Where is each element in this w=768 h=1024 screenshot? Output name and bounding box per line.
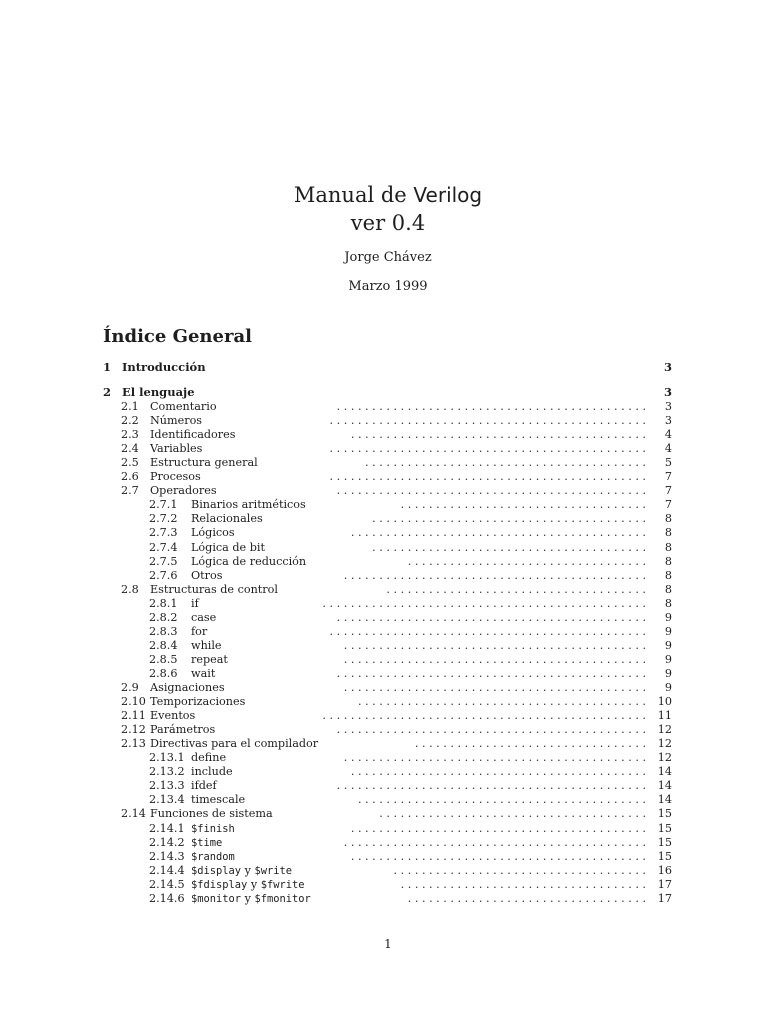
- toc-entry-title: if: [191, 596, 199, 610]
- toc-entry-number: 2.8.4: [149, 638, 178, 652]
- toc-entry-title-part: $finish: [191, 822, 235, 835]
- toc-entry-page: 9: [664, 652, 672, 666]
- toc-entry-number: 2.8.6: [149, 666, 178, 680]
- toc-entry[interactable]: [103, 836, 672, 850]
- toc-entry-page: 14: [657, 793, 672, 807]
- toc-entry[interactable]: [103, 751, 672, 765]
- toc-entry-number: 2.12: [121, 723, 146, 737]
- toc-entry-number: 2.14.4: [149, 863, 185, 877]
- toc-entry-number: 2.8.1: [149, 596, 178, 610]
- toc-entry-number: 2.13: [121, 737, 146, 751]
- toc-entry-number: 2.14.6: [149, 891, 185, 905]
- toc-entry-title: Lógica de reducción: [191, 554, 307, 568]
- toc-entry-title: [191, 892, 311, 906]
- dot-leader: . . . . . . . . . . . . . . . . . . . . . . . . . . . . . . . . . . . . . . . . .: [357, 695, 646, 709]
- toc-entry-title: while: [191, 638, 222, 652]
- toc-entry-number: 2.7.2: [149, 512, 178, 526]
- toc-entry[interactable]: [103, 695, 672, 709]
- toc-entry[interactable]: [103, 625, 672, 639]
- toc-entry-title: El lenguaje: [122, 385, 195, 399]
- toc-entry-title: Operadores: [150, 484, 217, 498]
- toc-entry-title: Comentario: [150, 400, 217, 413]
- toc-chapter[interactable]: [103, 385, 672, 399]
- toc-entry-page: 3: [664, 414, 672, 428]
- toc-entry[interactable]: [103, 484, 672, 498]
- dot-leader: . . . . . . . . . . . . . . . . . . . . . . . . . . . . . . . . . . . . . . . . . . . .: [336, 484, 646, 498]
- toc-entry[interactable]: [103, 822, 672, 836]
- toc-entry-page: 11: [657, 709, 672, 723]
- dot-leader: . . . . . . . . . . . . . . . . . . . . . . . . . . . . . . . . . . . . . . . .: [365, 456, 646, 470]
- toc-entry-page: 8: [664, 526, 672, 540]
- toc-entry-page: 15: [657, 821, 672, 835]
- toc-entry-page: 4: [664, 442, 672, 456]
- dot-leader: . . . . . . . . . . . . . . . . . . . . . . . . . . . . . . . . . . . . . . . . . . .: [343, 681, 646, 694]
- toc-entry-page: 14: [657, 779, 672, 793]
- toc-entry-page: 7: [664, 484, 672, 498]
- toc-entry-title-part: $monitor: [191, 892, 242, 905]
- toc-entry-title-part: $fmonitor: [254, 892, 311, 905]
- toc-entry-number: 2.6: [121, 470, 139, 484]
- dot-leader: . . . . . . . . . . . . . . . . . . . . . . . . . . . . . . . . .: [414, 737, 646, 751]
- toc-entry-number: 2.9: [121, 681, 139, 694]
- toc-entry-title: repeat: [191, 652, 228, 666]
- toc-entry-page: 3: [663, 385, 672, 399]
- dot-leader: . . . . . . . . . . . . . . . . . . . . . . . . . . . . . . . . . . . . . . . . . . . .: [336, 400, 646, 413]
- toc-entry-number: 2.5: [121, 456, 139, 470]
- dot-leader: . . . . . . . . . . . . . . . . . . . . . . . . . . . . . . . . . . . . .: [386, 582, 646, 596]
- document-date: Marzo 1999: [348, 279, 428, 294]
- toc-entry-title: Variables: [150, 442, 203, 456]
- toc-entry-page: 16: [657, 863, 672, 877]
- toc-entry-title: Asignaciones: [150, 681, 225, 694]
- toc-entry-number: 2.4: [121, 442, 139, 456]
- toc-entry[interactable]: [103, 779, 672, 793]
- toc-entry-page: 4: [664, 428, 672, 442]
- toc-entry[interactable]: [103, 807, 672, 821]
- toc-entry-title-part: $fdisplay: [191, 878, 248, 891]
- toc-entry[interactable]: [103, 709, 672, 723]
- toc-entry-title: Introducción: [122, 360, 206, 374]
- toc-entry-page: 9: [664, 638, 672, 652]
- toc-entry-title: Parámetros: [150, 723, 216, 737]
- toc-entry-number: 2.7.3: [149, 526, 178, 540]
- toc-entry-title: [191, 836, 222, 850]
- toc-entry-page: 8: [664, 582, 672, 596]
- title-name: Verilog: [413, 183, 483, 207]
- dot-leader: . . . . . . . . . . . . . . . . . . . . . . . . . . . . . . . . . . . . . . . . . . . . .: [329, 442, 646, 456]
- dot-leader: . . . . . . . . . . . . . . . . . . . . . . . . . . . . . . . . . . . . . . .: [372, 540, 646, 554]
- toc-entry-page: 14: [657, 765, 672, 779]
- dot-leader: . . . . . . . . . . . . . . . . . . . . . . . . . . . . . . . . . . . . . . . . . . . .: [336, 723, 646, 737]
- toc-entry-title: [191, 864, 292, 878]
- document-author: Jorge Chávez: [344, 250, 432, 265]
- toc-entry-number: 2.13.3: [149, 779, 185, 793]
- dot-leader: . . . . . . . . . . . . . . . . . . . . . . . . . . . . . . . . . . . .: [393, 863, 646, 877]
- toc-entry-page: 8: [664, 554, 672, 568]
- toc-entry-title-part: y: [241, 863, 255, 877]
- toc-entry-title: timescale: [191, 793, 246, 807]
- toc-entry-number: 2.14.3: [149, 849, 185, 863]
- toc-entry[interactable]: [103, 400, 672, 414]
- page-number: 1: [384, 937, 392, 951]
- toc-entry-page: 3: [663, 360, 672, 374]
- dot-leader: . . . . . . . . . . . . . . . . . . . . . . . . . . . . . . . . . . . . . . . . . .: [350, 526, 646, 540]
- toc-entry-title: wait: [191, 666, 216, 680]
- toc-entry-number: 2.7: [121, 484, 139, 498]
- toc-entry-number: 2.8: [121, 582, 139, 596]
- dot-leader: . . . . . . . . . . . . . . . . . . . . . . . . . . . . . . . . . . . . . . . . . . . . . .: [322, 709, 646, 723]
- toc-entry-title: Relacionales: [191, 512, 263, 526]
- toc-entry-number: 2: [103, 385, 112, 399]
- toc-entry-title-part: y: [247, 877, 261, 891]
- dot-leader: . . . . . . . . . . . . . . . . . . . . . . . . . . . . . . . . . . . . . . . . . . .: [343, 638, 646, 652]
- toc-entry-number: 2.2: [121, 414, 139, 428]
- toc-entry[interactable]: [103, 765, 672, 779]
- dot-leader: . . . . . . . . . . . . . . . . . . . . . . . . . . . . . . . . . . . . . . . . . . . . .: [329, 414, 646, 428]
- dot-leader: . . . . . . . . . . . . . . . . . . . . . . . . . . . . . . . . . . . . . . . . . . . . .: [329, 624, 646, 638]
- toc-entry-title: Temporizaciones: [150, 695, 246, 709]
- dot-leader: . . . . . . . . . . . . . . . . . . . . . . . . . . . . . . . . . . . . . . . . . .: [350, 765, 646, 779]
- toc-entry[interactable]: [103, 414, 672, 428]
- dot-leader: . . . . . . . . . . . . . . . . . . . . . . . . . . . . . . . . . . . . . . . . . . . .: [336, 666, 646, 680]
- toc-entry[interactable]: [103, 498, 672, 512]
- toc-entry-title-part: $time: [191, 836, 223, 849]
- toc-entry-title: [191, 850, 235, 864]
- toc-entry-number: 2.7.4: [149, 540, 178, 554]
- dot-leader: . . . . . . . . . . . . . . . . . . . . . . . . . . . . . . . . . . .: [400, 877, 646, 891]
- toc-entry-page: 15: [657, 835, 672, 849]
- dot-leader: . . . . . . . . . . . . . . . . . . . . . . . . . . . . . . . . . . . . . . . . .: [357, 793, 646, 807]
- title-prefix: Manual de: [293, 183, 414, 207]
- toc-entry[interactable]: [103, 555, 672, 569]
- toc-entry[interactable]: [103, 793, 672, 807]
- toc-entry-number: 2.14: [121, 807, 146, 821]
- toc-entry[interactable]: [103, 456, 672, 470]
- toc-entry-number: 2.8.3: [149, 624, 178, 638]
- dot-leader: . . . . . . . . . . . . . . . . . . . . . . . . . . . . . . . . . . . . . . . . . . . . . .: [322, 596, 646, 610]
- toc-entry-title: Otros: [191, 568, 223, 582]
- document-title: [0, 183, 768, 207]
- document-version: ver 0.4: [350, 211, 426, 235]
- toc-entry-page: 7: [664, 498, 672, 512]
- toc-entry-page: 15: [657, 807, 672, 821]
- toc-entry[interactable]: [103, 737, 672, 751]
- dot-leader: . . . . . . . . . . . . . . . . . . . . . . . . . . . . . . . . . . . . . . . . . .: [350, 428, 646, 442]
- toc-entry-title: define: [191, 751, 227, 765]
- dot-leader: . . . . . . . . . . . . . . . . . . . . . . . . . . . . . . . . . . . . . . . . . . . .: [336, 610, 646, 624]
- toc-entry[interactable]: [103, 681, 672, 695]
- toc-entry[interactable]: [103, 878, 672, 892]
- toc-entry-title: for: [191, 624, 208, 638]
- toc-entry[interactable]: [103, 442, 672, 456]
- dot-leader: . . . . . . . . . . . . . . . . . . . . . . . . . . . . . . . . . . .: [400, 498, 646, 512]
- toc-entry-page: 9: [664, 666, 672, 680]
- toc-entry[interactable]: [103, 512, 672, 526]
- toc-entry-page: 12: [657, 737, 672, 751]
- toc-entry-title: include: [191, 765, 233, 779]
- toc-entry-page: 9: [664, 624, 672, 638]
- toc-entry-number: 2.14.1: [149, 821, 185, 835]
- toc-entry-title: [191, 878, 305, 892]
- dot-leader: . . . . . . . . . . . . . . . . . . . . . . . . . . . . . . . . . .: [407, 891, 646, 905]
- toc-heading: Índice General: [103, 326, 252, 347]
- toc-entry[interactable]: [103, 639, 672, 653]
- toc-entry-number: 2.7.6: [149, 568, 178, 582]
- toc-entry-title: Directivas para el compilador: [150, 737, 319, 751]
- toc-entry-title: Estructuras de control: [150, 582, 278, 596]
- toc-entry-page: 8: [664, 540, 672, 554]
- toc-entry-number: 2.7.5: [149, 554, 178, 568]
- toc-entry-number: 2.10: [121, 695, 146, 709]
- toc-entry-page: 8: [664, 512, 672, 526]
- toc-entry-title: case: [191, 610, 217, 624]
- toc-entry-title-part: $fwrite: [260, 878, 305, 891]
- toc-entry-number: 2.13.1: [149, 751, 185, 765]
- dot-leader: . . . . . . . . . . . . . . . . . . . . . . . . . . . . . . . . . . . . . . . . . .: [350, 849, 646, 863]
- toc-entry[interactable]: [103, 428, 672, 442]
- toc-entry[interactable]: [103, 597, 672, 611]
- dot-leader: . . . . . . . . . . . . . . . . . . . . . . . . . . . . . . . . . . . . . . . . . . .: [343, 568, 646, 582]
- toc-entry-title: [191, 822, 235, 836]
- dot-leader: . . . . . . . . . . . . . . . . . . . . . . . . . . . . . . . . . . . . . . . . . . .: [343, 751, 646, 765]
- toc-entry[interactable]: [103, 611, 672, 625]
- toc-entry-page: 15: [657, 849, 672, 863]
- toc-entry-number: 2.13.4: [149, 793, 185, 807]
- dot-leader: . . . . . . . . . . . . . . . . . . . . . . . . . . . . . . . . . . . . . . .: [372, 512, 646, 526]
- dot-leader: . . . . . . . . . . . . . . . . . . . . . . . . . . . . . . . . . .: [407, 554, 646, 568]
- toc-entry-page: 9: [664, 681, 672, 694]
- toc-entry[interactable]: [103, 583, 672, 597]
- toc-entry-title: Eventos: [150, 709, 196, 723]
- toc-entry-title: Binarios aritméticos: [191, 498, 306, 512]
- toc-entry[interactable]: [103, 653, 672, 667]
- toc-entry-page: 7: [664, 470, 672, 484]
- toc-entry-page: 10: [657, 695, 672, 709]
- toc-entry-title: Lógicos: [191, 526, 235, 540]
- toc-entry[interactable]: [103, 667, 672, 681]
- toc-entry[interactable]: [103, 541, 672, 555]
- toc-entry-number: 2.8.2: [149, 610, 178, 624]
- toc-entry[interactable]: [103, 723, 672, 737]
- toc-entry-number: 2.13.2: [149, 765, 185, 779]
- toc-entry-number: 1: [103, 360, 112, 374]
- toc-entry-page: 12: [657, 751, 672, 765]
- toc-entry-page: 5: [664, 456, 672, 470]
- toc-entry-page: 8: [664, 596, 672, 610]
- toc-entry-number: 2.3: [121, 428, 139, 442]
- toc-entry-page: 3: [664, 400, 672, 413]
- toc-chapter[interactable]: [103, 360, 672, 374]
- dot-leader: . . . . . . . . . . . . . . . . . . . . . . . . . . . . . . . . . . . . . . . . . . .: [343, 835, 646, 849]
- toc-entry[interactable]: [103, 892, 672, 906]
- toc-entry-title: Estructura general: [150, 456, 258, 470]
- dot-leader: . . . . . . . . . . . . . . . . . . . . . . . . . . . . . . . . . . . . . . . . . .: [350, 821, 646, 835]
- toc-entry[interactable]: [103, 850, 672, 864]
- dot-leader: . . . . . . . . . . . . . . . . . . . . . . . . . . . . . . . . . . . . . .: [379, 807, 646, 821]
- toc-entry-title-part: $display: [191, 864, 242, 877]
- toc-entry-title-part: $write: [254, 864, 293, 877]
- toc-entry-title: ifdef: [191, 779, 217, 793]
- toc-entry-number: 2.8.5: [149, 652, 178, 666]
- toc-entry-title-part: $random: [191, 850, 235, 863]
- toc-entry-page: 17: [657, 891, 672, 905]
- toc-entry-number: 2.14.2: [149, 835, 185, 849]
- toc-entry-page: 12: [657, 723, 672, 737]
- dot-leader: . . . . . . . . . . . . . . . . . . . . . . . . . . . . . . . . . . . . . . . . . . . .: [336, 779, 646, 793]
- toc-entry-title: Procesos: [150, 470, 201, 484]
- toc-entry[interactable]: [103, 526, 672, 540]
- toc-entry[interactable]: [103, 569, 672, 583]
- toc-entry-page: 17: [657, 877, 672, 891]
- toc-entry-number: 2.7.1: [149, 498, 178, 512]
- toc-entry-number: 2.11: [121, 709, 146, 723]
- toc-entry-number: 2.1: [121, 400, 139, 413]
- toc-entry-page: 9: [664, 610, 672, 624]
- toc-entry-number: 2.14.5: [149, 877, 185, 891]
- toc-entry-title: Funciones de sistema: [150, 807, 273, 821]
- dot-leader: . . . . . . . . . . . . . . . . . . . . . . . . . . . . . . . . . . . . . . . . . . .: [343, 652, 646, 666]
- dot-leader: . . . . . . . . . . . . . . . . . . . . . . . . . . . . . . . . . . . . . . . . . . . . .: [329, 470, 646, 484]
- toc-entry-title: Identificadores: [150, 428, 236, 442]
- toc-entry-title-part: y: [241, 891, 255, 905]
- toc-entry[interactable]: [103, 470, 672, 484]
- toc-entry-title: Lógica de bit: [191, 540, 265, 554]
- toc-entry-title: Números: [150, 414, 203, 428]
- toc-entry-page: 8: [664, 568, 672, 582]
- toc-entry[interactable]: [103, 864, 672, 878]
